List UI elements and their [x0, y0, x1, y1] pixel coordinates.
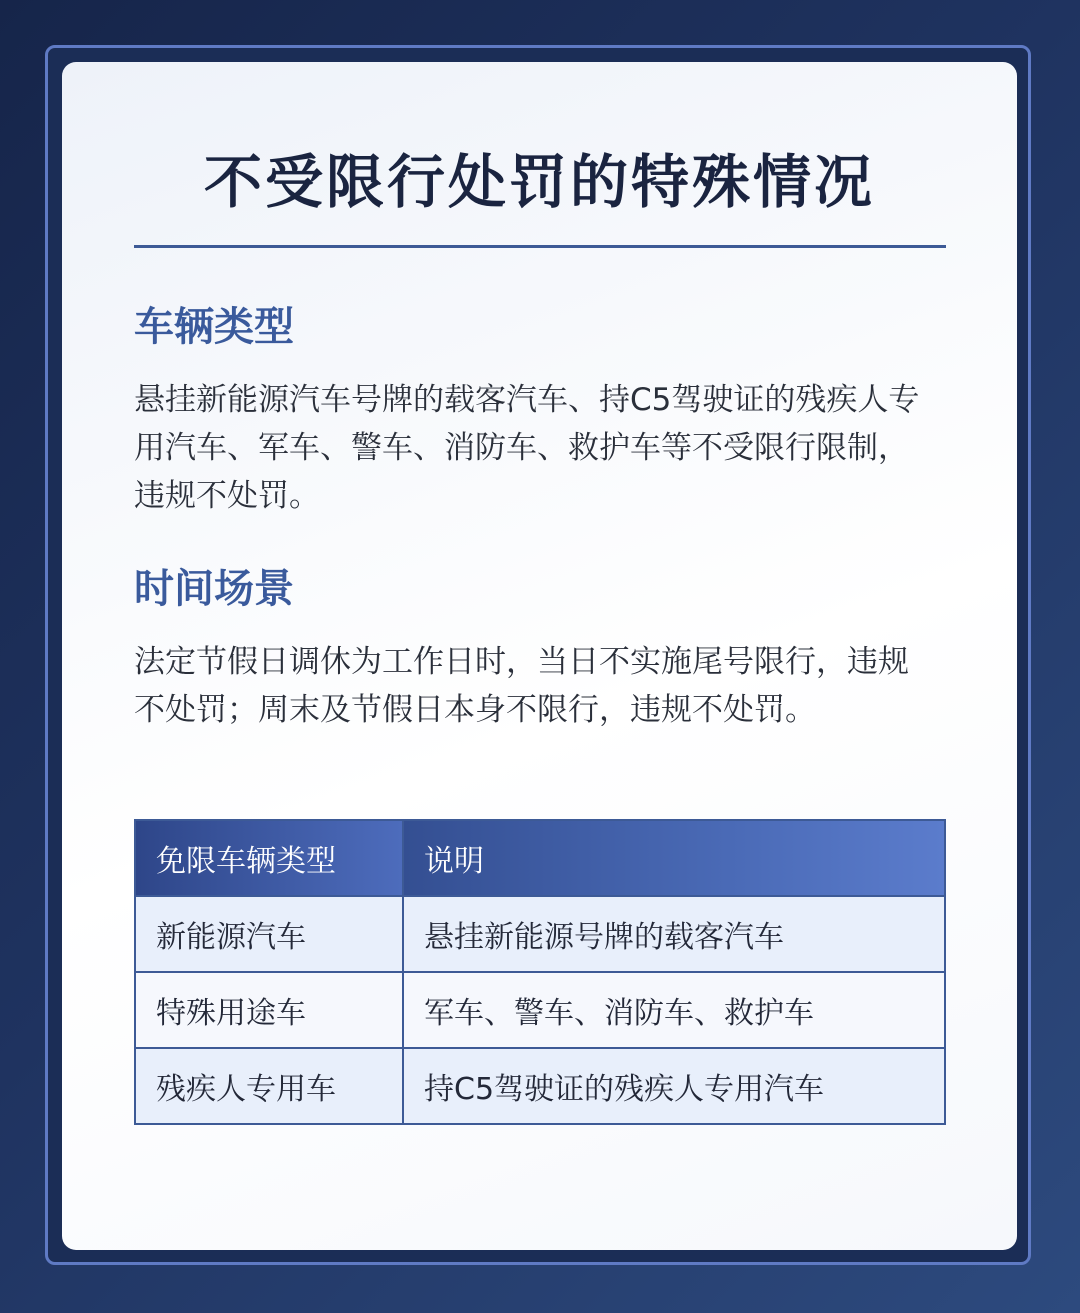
table-cell-description: 军车、警车、消防车、救护车 [403, 972, 945, 1048]
table-cell-type: 新能源汽车 [135, 896, 403, 972]
table-row [135, 1048, 945, 1124]
section-heading-vehicle-type: 车辆类型 [134, 304, 294, 350]
table-row [135, 972, 945, 1048]
table-cell-type: 残疾人专用车 [135, 1048, 403, 1124]
section-heading-time-scenario: 时间场景 [134, 566, 294, 612]
table-cell-description: 悬挂新能源号牌的载客汽车 [403, 896, 945, 972]
table-cell-description: 持C5驾驶证的残疾人专用汽车 [403, 1048, 945, 1124]
section-body-vehicle-type: 悬挂新能源汽车号牌的载客汽车、持C5驾驶证的残疾人专用汽车、军车、警车、消防车、救护车等不受限行限制，违规不处罚。 [134, 382, 920, 514]
table-header-description: 说明 [403, 820, 945, 896]
table-header-type: 免限车辆类型 [135, 820, 403, 896]
table-header-row [135, 820, 945, 896]
content-card [62, 62, 1017, 1250]
table-row [135, 896, 945, 972]
exempt-vehicle-table [134, 819, 946, 1125]
page-title: 不受限行处罚的特殊情况 [203, 148, 875, 216]
section-body-time-scenario: 法定节假日调休为工作日时，当日不实施尾号限行，违规不处罚；周末及节假日本身不限行，违规不处罚。 [134, 644, 909, 728]
title-divider [134, 245, 946, 248]
table-cell-type: 特殊用途车 [135, 972, 403, 1048]
